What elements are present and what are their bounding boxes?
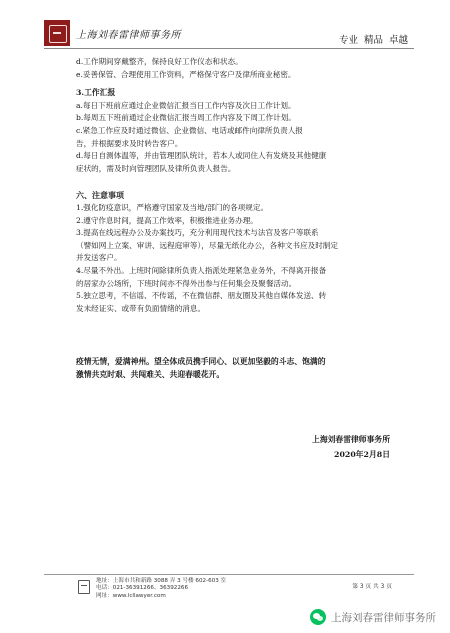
footer-website: 网址：www.lcllawyer.com — [96, 592, 166, 599]
section6-line: 3.提高在线远程办公及办案技巧，充分利用现代技术与法官及客户等联系 — [76, 228, 319, 238]
closing-paragraph — [76, 355, 396, 381]
section3-title: 3.工作汇报 — [76, 88, 116, 98]
header-divider — [44, 48, 414, 49]
closing-line: 疫情无情，爱满神州。望全体成员携手同心、以更加坚毅的斗志、饱满的 — [76, 357, 326, 366]
watermark-text: 上海刘春雷律师事务所 — [331, 611, 436, 624]
signature-firm: 上海刘春雷律师事务所 — [312, 435, 390, 444]
wechat-icon — [310, 609, 326, 625]
firm-logo-text: 上海刘春雷律师事务所 — [76, 30, 181, 41]
section3-line: c.紧急工作应及时通过微信、企业微信、电话或邮件向律所负责人报 — [76, 125, 303, 135]
footer-phone: 电话：021-36391266、36392266 — [96, 585, 189, 592]
section6-line: 4.尽量不外出。上班时间除律所负责人指派处理紧急业务外，不得离开报备 — [76, 265, 327, 275]
section2-item-d: d.工作期间穿戴整齐，保持良好工作仪态和状态。 — [76, 57, 243, 66]
section6-title: 六、注意事项 — [76, 190, 124, 201]
footer-divider — [44, 574, 414, 575]
section3-line: 告，并根据要求及时转告客户。 — [76, 138, 183, 148]
document-body — [76, 56, 396, 315]
section3-line: b.每周五下班前通过企业微信汇报当周工作内容及下周工作计划。 — [76, 113, 296, 123]
footer-address: 地址：上海市共和新路 3088 弄 3 号楼 602-603 室 — [96, 578, 227, 584]
section3-line: 症状的，需及时向管理团队及律所负责人报告。 — [76, 163, 236, 173]
page-header — [44, 20, 414, 46]
section6-line: 2.遵守作息时间，提高工作效率，积极推进业务办理。 — [76, 215, 258, 225]
page-number: 第 3 页 共 3 页 — [352, 584, 392, 590]
section2-item-e: e.妥善保管、合理使用工作资料，严格保守客户及律所商业秘密。 — [76, 69, 296, 79]
header-slogan: 专业 精品 卓越 — [338, 35, 408, 46]
section6-line: 的居家办公场所，下班时间亦不得外出参与任何集会及聚餐活动。 — [76, 278, 297, 288]
section6-line: 并发送客户。 — [76, 253, 122, 263]
footer-contact — [96, 578, 226, 600]
section6-line: 5.独立思考，不信谣、不传谣，不在微信群、朋友圈及其他自媒体发送、转 — [76, 291, 327, 301]
footer-logo-icon — [78, 580, 90, 594]
section6-line: 发未经证实、或带有负面情绪的消息。 — [76, 303, 206, 313]
closing-line: 激情共克时艰、共闯难关、共迎春暖花开。 — [76, 370, 225, 379]
section6-line: 1.强化防疫意识，严格遵守国家及当地/部门的各项规定。 — [76, 202, 269, 212]
section3-line: a.每日下班前应通过企业微信汇报当日工作内容及次日工作计划。 — [76, 100, 296, 110]
wechat-watermark — [310, 608, 436, 626]
signature-block — [312, 432, 390, 462]
section3-line: d.每日自测体温等，并由管理团队统计，若本人或同住人有发烧及其他健康 — [76, 151, 327, 161]
firm-logo-icon — [44, 20, 70, 46]
section6-line: （譬如网上立案、审讲、远程庭审等），尽量无纸化办公，各种文书应及时制定 — [76, 240, 338, 250]
signature-date: 2020年2月8日 — [334, 450, 390, 459]
